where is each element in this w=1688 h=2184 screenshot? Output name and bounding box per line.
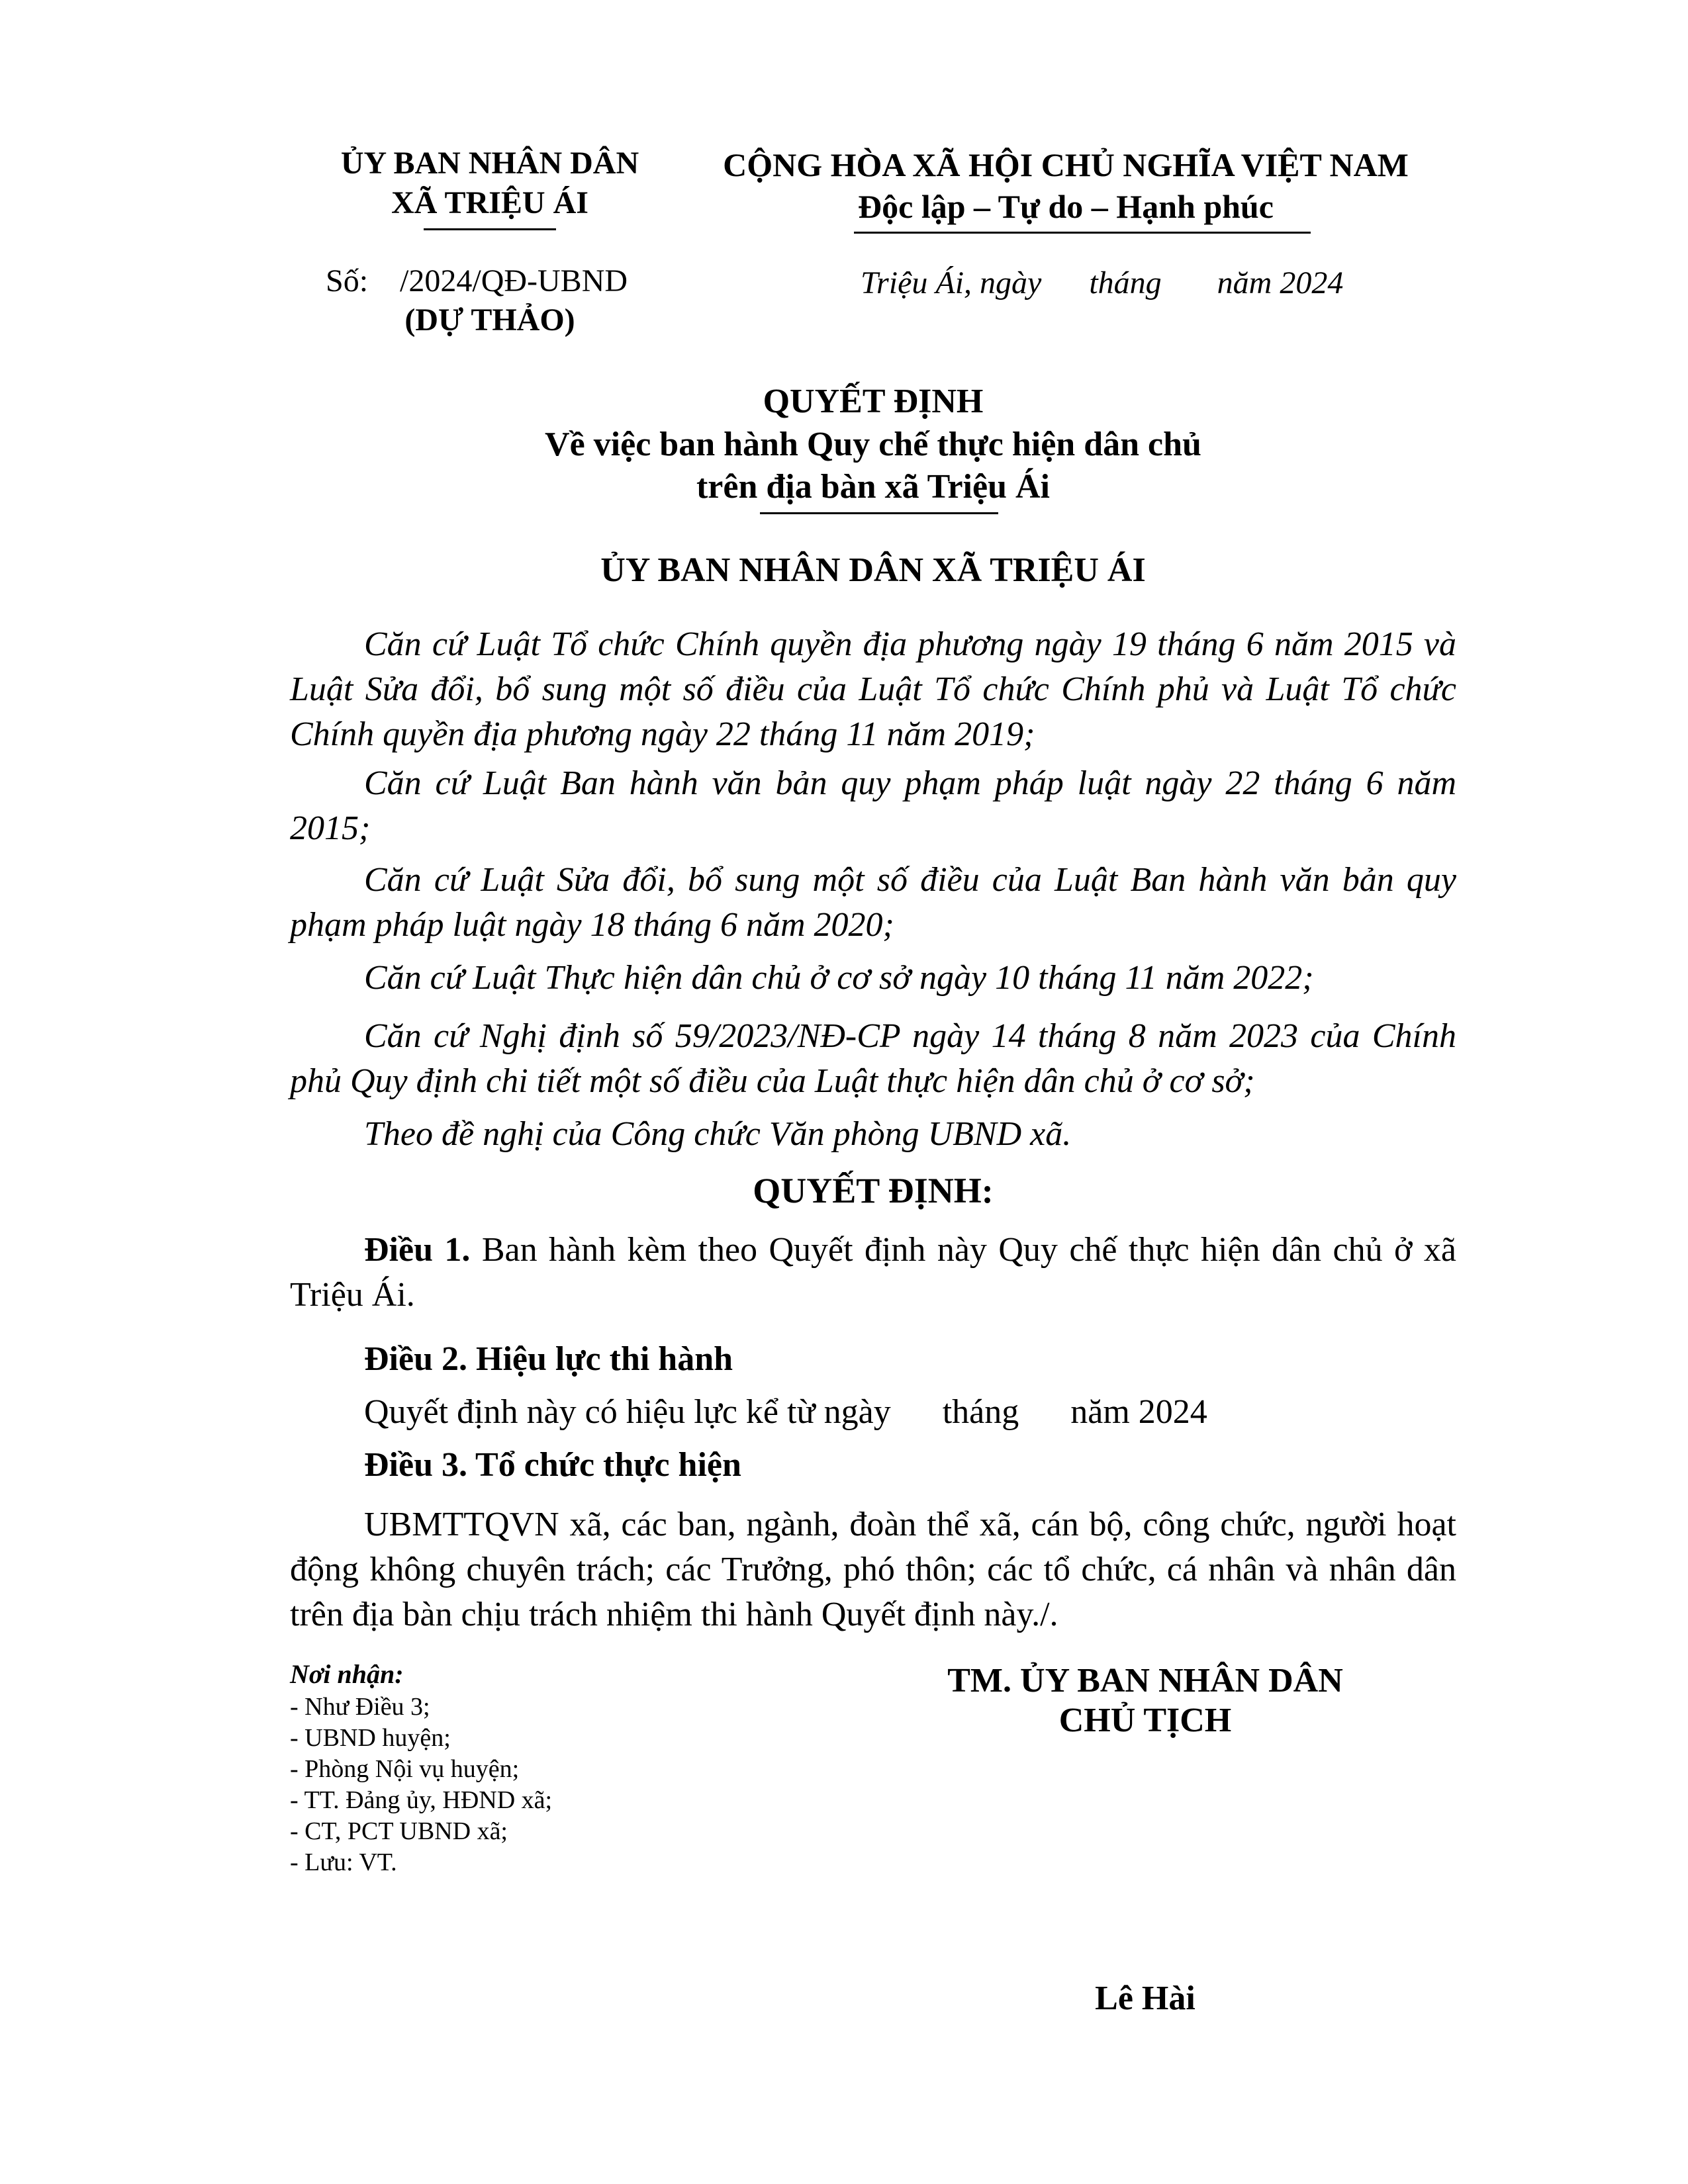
agency-commune: XÃ TRIỆU ÁI [391, 185, 588, 220]
document-number: Số: /2024/QĐ-UBND [326, 263, 628, 298]
article-3-text: UBMTTQVN xã, các ban, ngành, đoàn thể xã, cán bộ, công chức, người hoạt động không chuyên trách; các Trưởng, phó thôn; các tổ chức, cá nhân và nhân dân trên địa bàn chịu trách nhiệm thi hành Quyết định này./. [290, 1506, 1456, 1633]
legal-basis-3: Căn cứ Luật Sửa đổi, bổ sung một số điều của Luật Ban hành văn bản quy phạm pháp luật ngày 18 tháng 6 năm 2020; [290, 861, 1456, 944]
document-type: QUYẾT ĐỊNH [763, 383, 984, 420]
recipient-item: - TT. Đảng ủy, HĐND xã; [290, 1786, 553, 1814]
article-1-label: Điều 1. [364, 1231, 471, 1269]
article-1-text: Ban hành kèm theo Quyết định này Quy chế thực hiện dân chủ ở xã Triệu Ái. [290, 1231, 1457, 1314]
recipient-item: - Phòng Nội vụ huyện; [290, 1755, 520, 1783]
article-2-text: Quyết định này có hiệu lực kể từ ngày tháng năm 2024 [364, 1393, 1207, 1431]
recipient-item: - UBND huyện; [290, 1724, 451, 1752]
legal-basis-2: Căn cứ Luật Ban hành văn bản quy phạm pháp luật ngày 22 tháng 6 năm 2015; [290, 764, 1456, 847]
recipients-label: Nơi nhận: [290, 1659, 404, 1689]
decision-heading: QUYẾT ĐỊNH: [753, 1171, 994, 1210]
subject-line-1: Về việc ban hành Quy chế thực hiện dân chủ [545, 426, 1201, 463]
recipient-item: - Lưu: VT. [290, 1848, 397, 1876]
place-date: Triệu Ái, ngày tháng năm 2024 [861, 265, 1344, 300]
article-3-heading: Điều 3. Tổ chức thực hiện [364, 1446, 741, 1484]
article-1 [290, 1228, 1456, 1318]
signer-name: Lê Hài [1095, 1979, 1196, 2017]
subject-line-2: trên địa bàn xã Triệu Ái [696, 468, 1050, 506]
national-title: CỘNG HÒA XÃ HỘI CHỦ NGHĨA VIỆT NAM [723, 146, 1409, 183]
signature-position: CHỦ TỊCH [1058, 1702, 1232, 1739]
national-motto: Độc lập – Tự do – Hạnh phúc [858, 188, 1274, 225]
signature-on-behalf: TM. ỦY BAN NHÂN DÂN [947, 1662, 1343, 1700]
recipient-item: - Như Điều 3; [290, 1693, 430, 1721]
agency-name: ỦY BAN NHÂN DÂN [340, 146, 639, 181]
legal-basis-6: Theo đề nghị của Công chức Văn phòng UBND xã. [364, 1115, 1072, 1153]
subject-underline [760, 512, 998, 514]
agency-underline [424, 228, 556, 230]
legal-basis-4: Căn cứ Luật Thực hiện dân chủ ở cơ sở ngày 10 tháng 11 năm 2022; [364, 959, 1314, 997]
legal-basis-1: Căn cứ Luật Tổ chức Chính quyền địa phương ngày 19 tháng 6 năm 2015 và Luật Sửa đổi, bổ sung một số điều của Luật Tổ chức Chính phủ và Luật Tổ chức Chính quyền địa phương ngày 22 tháng 11 năm 2019; [290, 625, 1456, 753]
issuing-authority: ỦY BAN NHÂN DÂN XÃ TRIỆU ÁI [600, 551, 1146, 589]
recipient-item: - CT, PCT UBND xã; [290, 1817, 508, 1845]
draft-mark: (DỰ THẢO) [404, 302, 575, 338]
legal-basis-5: Căn cứ Nghị định số 59/2023/NĐ-CP ngày 14 tháng 8 năm 2023 của Chính phủ Quy định chi tiết một số điều của Luật thực hiện dân chủ ở cơ sở; [290, 1017, 1456, 1100]
motto-underline [854, 232, 1311, 234]
article-2-heading: Điều 2. Hiệu lực thi hành [364, 1340, 733, 1378]
